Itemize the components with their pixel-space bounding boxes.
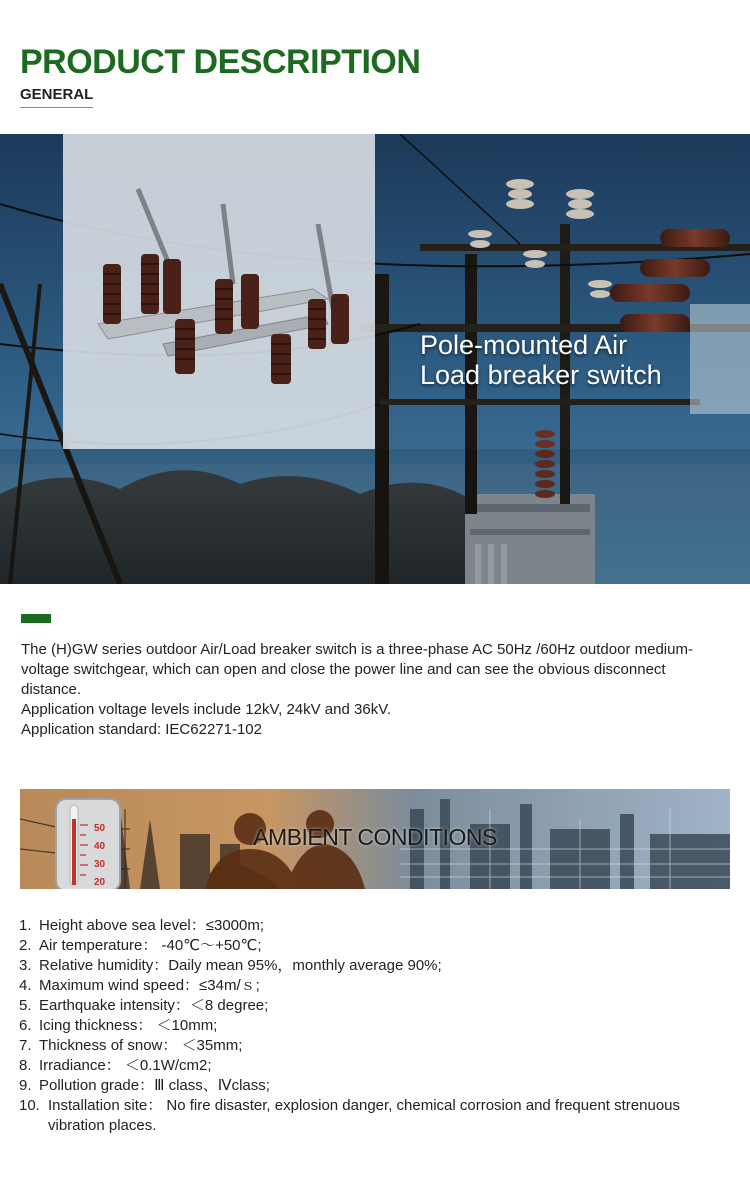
- list-item-text: Installation site： No fire disaster, explosion danger, chemical corrosion and frequent strenuous vibration places.: [48, 1097, 681, 1134]
- product-description: [21, 640, 721, 740]
- hero-image: [0, 134, 750, 584]
- list-item: [19, 1036, 729, 1056]
- list-item: [19, 1016, 729, 1036]
- list-item-number: 6.: [19, 1017, 32, 1034]
- hero-caption-line-2: Load breaker switch: [420, 360, 662, 390]
- list-item-text: Icing thickness： ＜10mm;: [39, 1017, 218, 1034]
- ambient-conditions-list: [19, 916, 729, 1136]
- hero-caption-line-1: Pole-mounted Air: [420, 330, 628, 360]
- thermometer-mark-30: 30: [94, 859, 106, 870]
- description-voltage: Application voltage levels include 12kV, 24kV and 36kV.: [21, 701, 391, 718]
- list-item-text: Air temperature： -40℃～+50℃;: [39, 937, 262, 954]
- list-item-text: Relative humidity：Daily mean 95%，monthly average 90%;: [39, 957, 442, 974]
- list-item-text: Thickness of snow： ＜35mm;: [39, 1037, 243, 1054]
- list-item-text: Earthquake intensity：＜8 degree;: [39, 997, 269, 1014]
- ambient-banner: [20, 789, 730, 889]
- description-standard: Application standard: IEC62271-102: [21, 721, 262, 738]
- thermometer-mark-50: 50: [94, 823, 106, 834]
- hero-caption: [420, 330, 662, 390]
- list-item: [19, 1056, 729, 1076]
- list-item-number: 5.: [19, 997, 32, 1014]
- list-item-text: Irradiance： ＜0.1W/cm2;: [39, 1057, 212, 1074]
- list-item-number: 10.: [19, 1097, 40, 1114]
- list-item-number: 8.: [19, 1057, 32, 1074]
- list-item: [19, 1076, 729, 1096]
- thermometer-mark-40: 40: [94, 841, 106, 852]
- ambient-title: AMBIENT CONDITIONS: [253, 824, 497, 850]
- thermometer-mark-20: 20: [94, 877, 106, 888]
- list-item-number: 9.: [19, 1077, 32, 1094]
- list-item: [19, 996, 729, 1016]
- list-item: [19, 976, 729, 996]
- list-item: [19, 1096, 729, 1136]
- list-item-number: 3.: [19, 957, 32, 974]
- list-item: [19, 936, 729, 956]
- list-item-number: 4.: [19, 977, 32, 994]
- list-item-text: Maximum wind speed：≤34m/ｓ;: [39, 977, 260, 994]
- list-item-number: 1.: [19, 917, 32, 934]
- list-item-text: Pollution grade：Ⅲ class、Ⅳclass;: [39, 1077, 270, 1094]
- page-title: PRODUCT DESCRIPTION: [20, 43, 421, 81]
- page-header: [20, 42, 420, 108]
- description-paragraph: The (H)GW series outdoor Air/Load breaker switch is a three-phase AC 50Hz /60Hz outdoor medium-voltage switchgear, which can open and close the power line and can see the obvious disconnect distance.: [21, 641, 693, 698]
- list-item: [19, 916, 729, 936]
- list-item: [19, 956, 729, 976]
- list-item-text: Height above sea level：≤3000m;: [39, 917, 265, 934]
- list-item-number: 7.: [19, 1037, 32, 1054]
- list-item-number: 2.: [19, 937, 32, 954]
- section-subtitle: GENERAL: [20, 86, 93, 108]
- section-accent-bar: [21, 614, 51, 623]
